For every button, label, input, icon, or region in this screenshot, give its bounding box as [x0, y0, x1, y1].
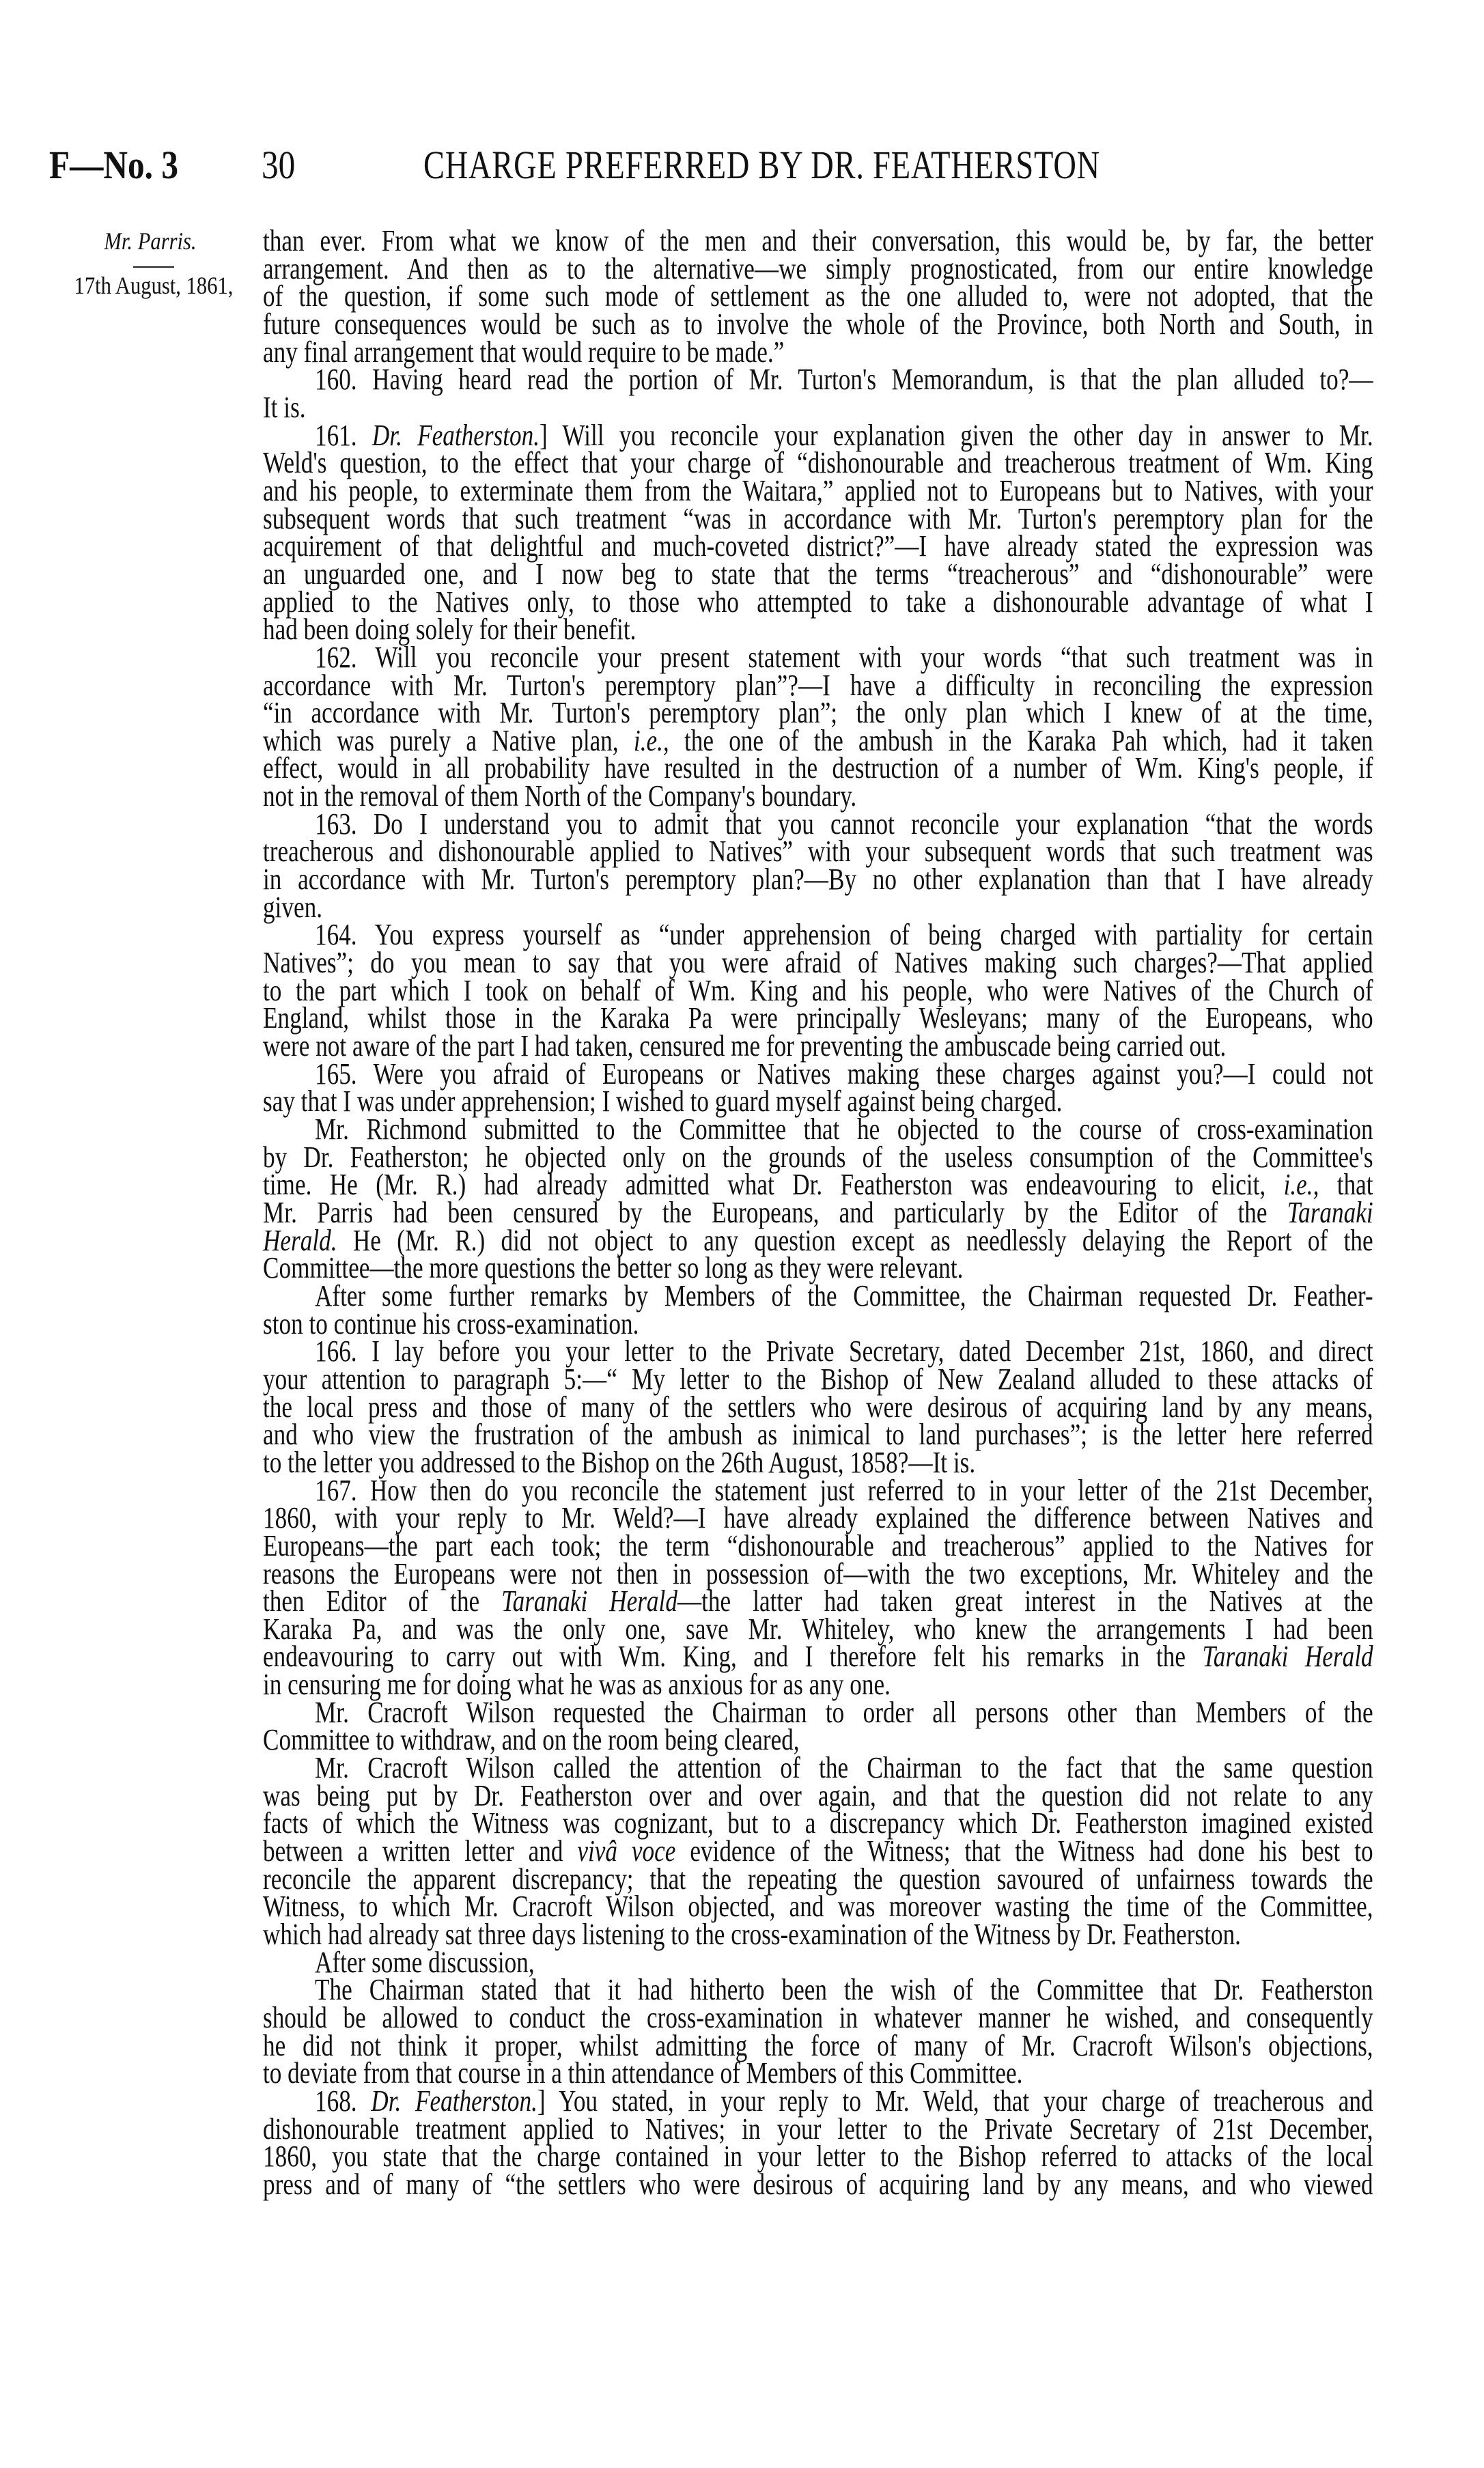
text-line [263, 1390, 1373, 1424]
page-number: 30 [262, 143, 296, 187]
text-run: acquirement of that delightful and much-coveted district?”—I have already stated the expression was [263, 529, 1373, 563]
text-line [263, 1945, 1373, 1979]
text-line [263, 918, 1373, 952]
italic-text-run: Taranaki Herald [501, 1584, 677, 1618]
text-run: endeavouring to carry out with Wm. King, and I therefore felt his remarks in the [263, 1640, 1203, 1674]
text-run: accordance with Mr. Turton's peremptory plan”?—I have a difficulty in reconciling the expression [263, 668, 1373, 702]
text-line [263, 501, 1373, 535]
text-run: 1860, with your reply to Mr. Weld?—I have already explained the difference between Natives and [263, 1501, 1373, 1535]
text-run: to the part which I took on behalf of Wm. King and his people, who were Natives of the Church of [263, 973, 1373, 1007]
text-line [263, 1056, 1373, 1091]
text-run: press and of many of “the settlers who were desirous of acquiring land by any means, and who viewed [263, 2167, 1373, 2201]
paragraph [263, 1334, 1373, 1479]
text-run: ston to continue his cross-examination. [263, 1306, 639, 1341]
text-line [263, 2056, 1373, 2090]
text-run: treacherous and dishonourable applied to Natives” with your subsequent words that such treatment was [263, 835, 1373, 869]
text-line [263, 1445, 1373, 1479]
text-run: Karaka Pa, and was the only one, save Mr. Whiteley, who knew the arrangements I had been [263, 1612, 1373, 1646]
text-line [263, 363, 1373, 397]
text-run: arrangement. And then as to the alternative—we simply prognosticated, from our entire knowledge [263, 251, 1373, 285]
text-run: in censuring me for doing what he was as anxious for as any one. [263, 1668, 891, 1702]
text-line [263, 473, 1373, 507]
text-line [263, 890, 1373, 924]
text-run: Mr. Cracroft Wilson requested the Chairman to order all persons other than Members of the [315, 1695, 1373, 1729]
italic-text-run: i.e., [1283, 1168, 1319, 1202]
text-line [263, 1501, 1373, 1535]
text-run: effect, would in all probability have resulted in the destruction of a number of Wm. King's people, if [263, 751, 1373, 785]
text-line [263, 1528, 1373, 1562]
text-run: 167. How then do you reconcile the statement just referred to in your letter of the 21st December, [315, 1473, 1373, 1507]
paragraph [263, 1112, 1373, 1285]
text-line [263, 1223, 1373, 1257]
text-line [263, 1834, 1373, 1868]
text-line [263, 251, 1373, 285]
text-run: subsequent words that such treatment “was in accordance with Mr. Turton's peremptory plan for the [263, 501, 1373, 535]
text-line [263, 2084, 1373, 2118]
text-line [263, 390, 1373, 424]
body-text [263, 224, 1373, 2201]
text-run: had been doing solely for their benefit. [263, 613, 636, 647]
text-line [263, 1918, 1373, 1952]
text-line [263, 946, 1373, 980]
text-run: then Editor of the [263, 1584, 502, 1618]
text-line [263, 779, 1373, 813]
text-line [263, 1112, 1373, 1146]
paragraph [263, 363, 1373, 424]
italic-text-run: Taranaki [1287, 1195, 1373, 1229]
text-run: Committee—the more questions the better so long as they were relevant. [263, 1251, 964, 1285]
text-run: by Dr. Featherston; he objected only on the grounds of the useless consumption of the Committee's [263, 1140, 1373, 1174]
text-run: not in the removal of them North of the Company's boundary. [263, 779, 857, 813]
text-run: than ever. From what we know of the men and their conversation, this would be, by far, the better [263, 224, 1373, 257]
text-run: and who view the frustration of the ambush as inimical to land purchases”; is the letter here referred [263, 1418, 1373, 1452]
text-line [263, 1640, 1373, 1674]
text-line [263, 1362, 1373, 1396]
text-line [263, 2140, 1373, 2174]
paragraph [263, 1473, 1373, 1702]
text-run: future consequences would be such as to involve the whole of the Province, both North and South, in [263, 307, 1373, 341]
text-run: he did not think it proper, whilst admitting the force of many of Mr. Cracroft Wilson's objections, [263, 2028, 1373, 2062]
text-run: Committee to withdraw, and on the room being cleared, [263, 1723, 800, 1757]
text-run: —the latter had taken great interest in the Natives at the [677, 1584, 1373, 1618]
text-line [263, 973, 1373, 1007]
text-run: any final arrangement that would require to be made.” [263, 335, 785, 369]
text-line [263, 1140, 1373, 1174]
text-line [263, 1584, 1373, 1618]
text-line [263, 2167, 1373, 2201]
paragraph [263, 418, 1373, 647]
text-run: were not aware of the part I had taken, censured me for preventing the ambuscade being carried out. [263, 1029, 1227, 1063]
paragraph [263, 1751, 1373, 1952]
text-run: ] Will you reconcile your explanation given the other day in answer to Mr. [540, 418, 1373, 452]
text-run: It is. [263, 390, 306, 424]
text-line [263, 529, 1373, 563]
paragraph [263, 1278, 1373, 1341]
text-line [263, 1473, 1373, 1507]
text-run: 161. [315, 418, 372, 452]
text-run: evidence of the Witness; that the Witness had done his best to [675, 1834, 1373, 1868]
text-run: 165. Were you afraid of Europeans or Natives making these charges against you?—I could not [315, 1056, 1373, 1091]
sidenote-divider [133, 266, 174, 268]
paragraph [263, 2084, 1373, 2201]
text-run: 160. Having heard read the portion of Mr. Turton's Memorandum, is that the plan alluded to?— [315, 363, 1373, 397]
text-line [263, 640, 1373, 674]
text-line [263, 1890, 1373, 1924]
text-run: between a written letter and [263, 1834, 578, 1868]
text-line [263, 1195, 1373, 1229]
text-line [263, 696, 1373, 730]
text-line [263, 1806, 1373, 1840]
text-line [263, 279, 1373, 313]
text-line [263, 1278, 1373, 1313]
text-run: an unguarded one, and I now beg to state that the terms “treacherous” and “dishonourable” were [263, 557, 1373, 591]
text-line [263, 1973, 1373, 2007]
text-line [263, 1668, 1373, 1702]
italic-text-run: Herald. [263, 1223, 337, 1257]
sidenote-witness: Mr. Parris. [104, 227, 197, 255]
text-run: Weld's question, to the effect that your charge of “dishonourable and treacherous treatment of Wm. King [263, 446, 1373, 480]
text-run: should be allowed to conduct the cross-examination in whatever manner he wished, and consequently [263, 2001, 1373, 2034]
text-run: which had already sat three days listening to the cross-examination of the Witness by Dr. Featherston. [263, 1918, 1241, 1952]
text-line [263, 1612, 1373, 1646]
sidenote-date: 17th August, 1861, [74, 272, 234, 299]
text-line [263, 1001, 1373, 1035]
paragraph [263, 224, 1373, 369]
text-line [263, 307, 1373, 341]
paragraph [263, 1695, 1373, 1757]
text-line [263, 1029, 1373, 1063]
text-line [263, 585, 1373, 619]
paragraph [263, 1056, 1373, 1119]
text-run: Europeans—the part each took; the term “dishonourable and treacherous” applied to the Natives for [263, 1528, 1373, 1562]
text-run: He (Mr. R.) did not object to any question except as needlessly delaying the Report of the [337, 1223, 1373, 1257]
text-line [263, 1306, 1373, 1341]
text-run: 163. Do I understand you to admit that you cannot reconcile your explanation “that the words [315, 807, 1373, 841]
text-line [263, 1168, 1373, 1202]
text-run: “in accordance with Mr. Turton's peremptory plan”; the only plan which I knew of at the time, [263, 696, 1373, 730]
text-run: say that I was under apprehension; I wished to guard myself against being charged. [263, 1084, 1063, 1119]
paragraph [263, 640, 1373, 813]
text-run: that [1319, 1168, 1373, 1202]
text-run: Mr. Richmond submitted to the Committee that he objected to the course of cross-examination [315, 1112, 1373, 1146]
text-line [263, 1084, 1373, 1119]
italic-text-run: vivâ voce [577, 1834, 676, 1868]
text-line [263, 446, 1373, 480]
text-line [263, 807, 1373, 841]
text-line [263, 668, 1373, 702]
text-run: facts of which the Witness was cognizant, but to a discrepancy which Dr. Featherston imagined existed [263, 1806, 1373, 1840]
running-title: CHARGE PREFERRED BY DR. FEATHERSTON [423, 143, 1100, 187]
text-run: 164. You express yourself as “under apprehension of being charged with partiality for certain [315, 918, 1373, 952]
text-run: England, whilst those in the Karaka Pa were principally Wesleyans; many of the Europeans, who [263, 1001, 1373, 1035]
text-line [263, 418, 1373, 452]
text-line [263, 751, 1373, 785]
text-run: 1860, you state that the charge contained in your letter to the Bishop referred to attacks of the local [263, 2140, 1373, 2174]
paragraph [263, 1945, 1373, 1979]
text-run: reconcile the apparent discrepancy; that the repeating the question savoured of unfairness towards the [263, 1862, 1373, 1896]
text-line [263, 1862, 1373, 1896]
text-line [263, 557, 1373, 591]
paragraph [263, 807, 1373, 924]
text-run: 168. [315, 2084, 372, 2118]
text-run: applied to the Natives only, to those who attempted to take a dishonourable advantage of what I [263, 585, 1373, 619]
text-line [263, 2028, 1373, 2062]
text-line [263, 1751, 1373, 1785]
text-line [263, 1695, 1373, 1729]
text-line [263, 835, 1373, 869]
text-line [263, 2112, 1373, 2146]
text-run: dishonourable treatment applied to Natives; in your letter to the Private Secretary of 21st December, [263, 2112, 1373, 2146]
text-run: ] You stated, in your reply to Mr. Weld, that your charge of treacherous and [537, 2084, 1373, 2118]
text-line [263, 2001, 1373, 2034]
text-run: 162. Will you reconcile your present statement with your words “that such treatment was in [315, 640, 1373, 674]
text-run: After some discussion, [315, 1945, 535, 1979]
text-run: After some further remarks by Members of the Committee, the Chairman requested Dr. Feather- [315, 1278, 1373, 1313]
text-run: the one of the ambush in the Karaka Pah which, had it taken [669, 723, 1373, 757]
text-run: your attention to paragraph 5:—“ My letter to the Bishop of New Zealand alluded to these attacks of [263, 1362, 1373, 1396]
text-line [263, 1251, 1373, 1285]
text-run: time. He (Mr. R.) had already admitted what Dr. Featherston was endeavouring to elicit, [263, 1168, 1284, 1202]
text-run: and his people, to exterminate them from the Waitara,” applied not to Europeans but to Natives, with your [263, 473, 1373, 507]
text-run: given. [263, 890, 323, 924]
text-line [263, 613, 1373, 647]
text-line [263, 1556, 1373, 1590]
paragraph [263, 1973, 1373, 2090]
text-line [263, 863, 1373, 897]
text-run: reasons the Europeans were not then in possession of—with the two exceptions, Mr. Whiteley and the [263, 1556, 1373, 1590]
text-line [263, 1334, 1373, 1369]
text-run: which was purely a Native plan, [263, 723, 634, 757]
text-run: Natives”; do you mean to say that you were afraid of Natives making such charges?—That applied [263, 946, 1373, 980]
text-run: of the question, if some such mode of settlement as the one alluded to, were not adopted, that the [263, 279, 1373, 313]
text-run: in accordance with Mr. Turton's peremptory plan?—By no other explanation than that I have already [263, 863, 1373, 897]
text-line [263, 1723, 1373, 1757]
text-run: Mr. Parris had been censured by the Europeans, and particularly by the Editor of the [263, 1195, 1287, 1229]
text-line [263, 1778, 1373, 1812]
text-line [263, 723, 1373, 757]
italic-text-run: i.e., [633, 723, 669, 757]
text-line [263, 335, 1373, 369]
paragraph [263, 918, 1373, 1063]
italic-text-run: Taranaki Herald [1202, 1640, 1373, 1674]
text-run: the local press and those of many of the settlers who were desirous of acquiring land by any means, [263, 1390, 1373, 1424]
document-reference: F—No. 3 [49, 143, 178, 187]
text-run: was being put by Dr. Featherston over and over again, and that the question did not relate to any [263, 1778, 1373, 1812]
text-line [263, 224, 1373, 257]
italic-text-run: Dr. Featherston. [371, 2084, 537, 2118]
text-run: Witness, to which Mr. Cracroft Wilson objected, and was moreover wasting the time of the Committee, [263, 1890, 1373, 1924]
text-run: to deviate from that course in a thin attendance of Members of this Committee. [263, 2056, 1023, 2090]
text-run: to the letter you addressed to the Bishop on the 26th August, 1858?—It is. [263, 1445, 976, 1479]
text-run: 166. I lay before you your letter to the Private Secretary, dated December 21st, 1860, and direct [315, 1334, 1373, 1369]
text-run: Mr. Cracroft Wilson called the attention of the Chairman to the fact that the same question [315, 1751, 1373, 1785]
text-run: The Chairman stated that it had hitherto been the wish of the Committee that Dr. Featherston [315, 1973, 1373, 2007]
text-line [263, 1418, 1373, 1452]
italic-text-run: Dr. Featherston. [372, 418, 540, 452]
